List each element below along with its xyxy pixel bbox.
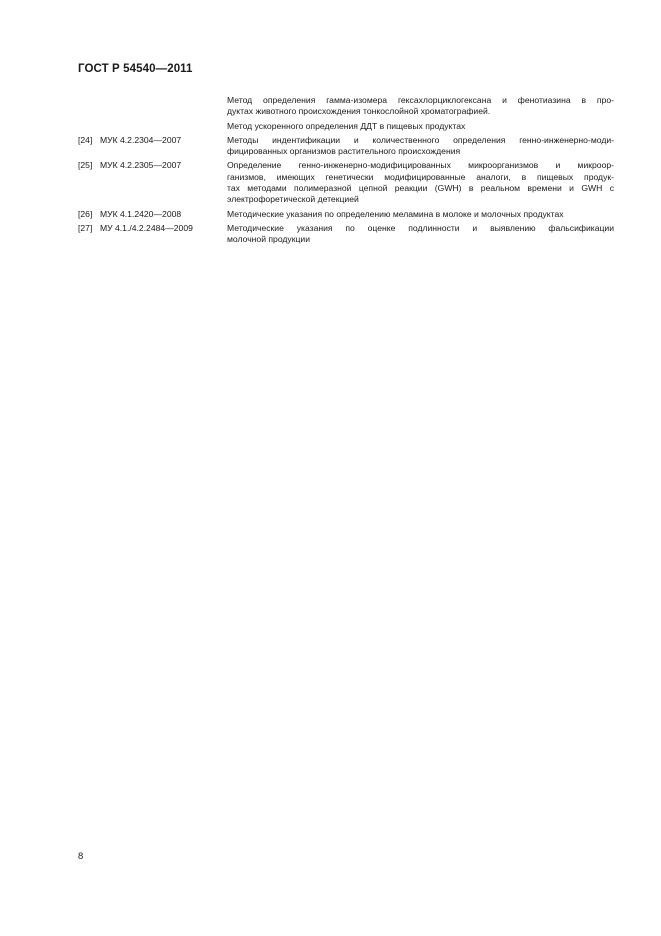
reference-code: МУК 4.2.2304—2007 — [100, 134, 182, 145]
reference-code: МУК 4.1.2420—2008 — [100, 208, 182, 219]
reference-title — [227, 95, 614, 118]
reference-entry — [78, 160, 614, 205]
reference-entry — [78, 135, 614, 158]
reference-number: [24] — [78, 134, 93, 145]
reference-title — [227, 209, 614, 220]
reference-code: МУ 4.1./4.2.2484—2009 — [100, 222, 193, 233]
reference-entry — [78, 209, 614, 220]
reference-title — [227, 135, 614, 158]
reference-title — [227, 160, 614, 205]
reference-title-line: Методические указания по определению меламина в молоке и молочных продуктах — [227, 208, 564, 219]
reference-code: МУК 4.2.2305—2007 — [100, 160, 182, 171]
reference-entry — [78, 223, 614, 246]
reference-title-line: ганизмов, имеющих генетически модифицированные аналоги, в пищевых продук- — [227, 171, 614, 182]
reference-title-line: дуктах животного происхождения тонкослойной хроматографией. — [227, 106, 491, 117]
reference-title-line: Методы индентификации и количественного определения генно-инженерно-моди- — [227, 134, 614, 145]
reference-number: [27] — [78, 222, 93, 233]
reference-title-line: Методические указания по оценке подлинности и выявлению фальсификации — [227, 222, 614, 233]
page-number: 8 — [78, 851, 84, 862]
reference-title-line: тах методами полимеразной цепной реакции (GWH) в реальном времени и GWH с — [227, 183, 614, 194]
reference-number: [25] — [78, 160, 93, 171]
reference-entry — [78, 95, 614, 118]
reference-title-line: Метод определения гамма-изомера гексахлорциклогексана и фенотиазина в про- — [227, 95, 614, 105]
reference-number: [26] — [78, 208, 93, 219]
reference-title-line: Определение генно-инженерно-модифицированных микроорганизмов и микроор- — [227, 160, 614, 171]
reference-entry — [78, 121, 614, 132]
reference-title-line: Метод ускоренного определения ДДТ в пищевых продуктах — [227, 120, 466, 131]
reference-title-line: фицированных организмов растительного происхождения — [227, 146, 461, 157]
reference-title-line: молочной продукции — [227, 234, 311, 245]
reference-title-line: электрофоретической детекцией — [227, 194, 359, 205]
reference-title — [227, 121, 614, 132]
references-list — [78, 95, 614, 249]
document-header-title: ГОСТ Р 54540—2011 — [78, 63, 193, 75]
reference-title — [227, 223, 614, 246]
